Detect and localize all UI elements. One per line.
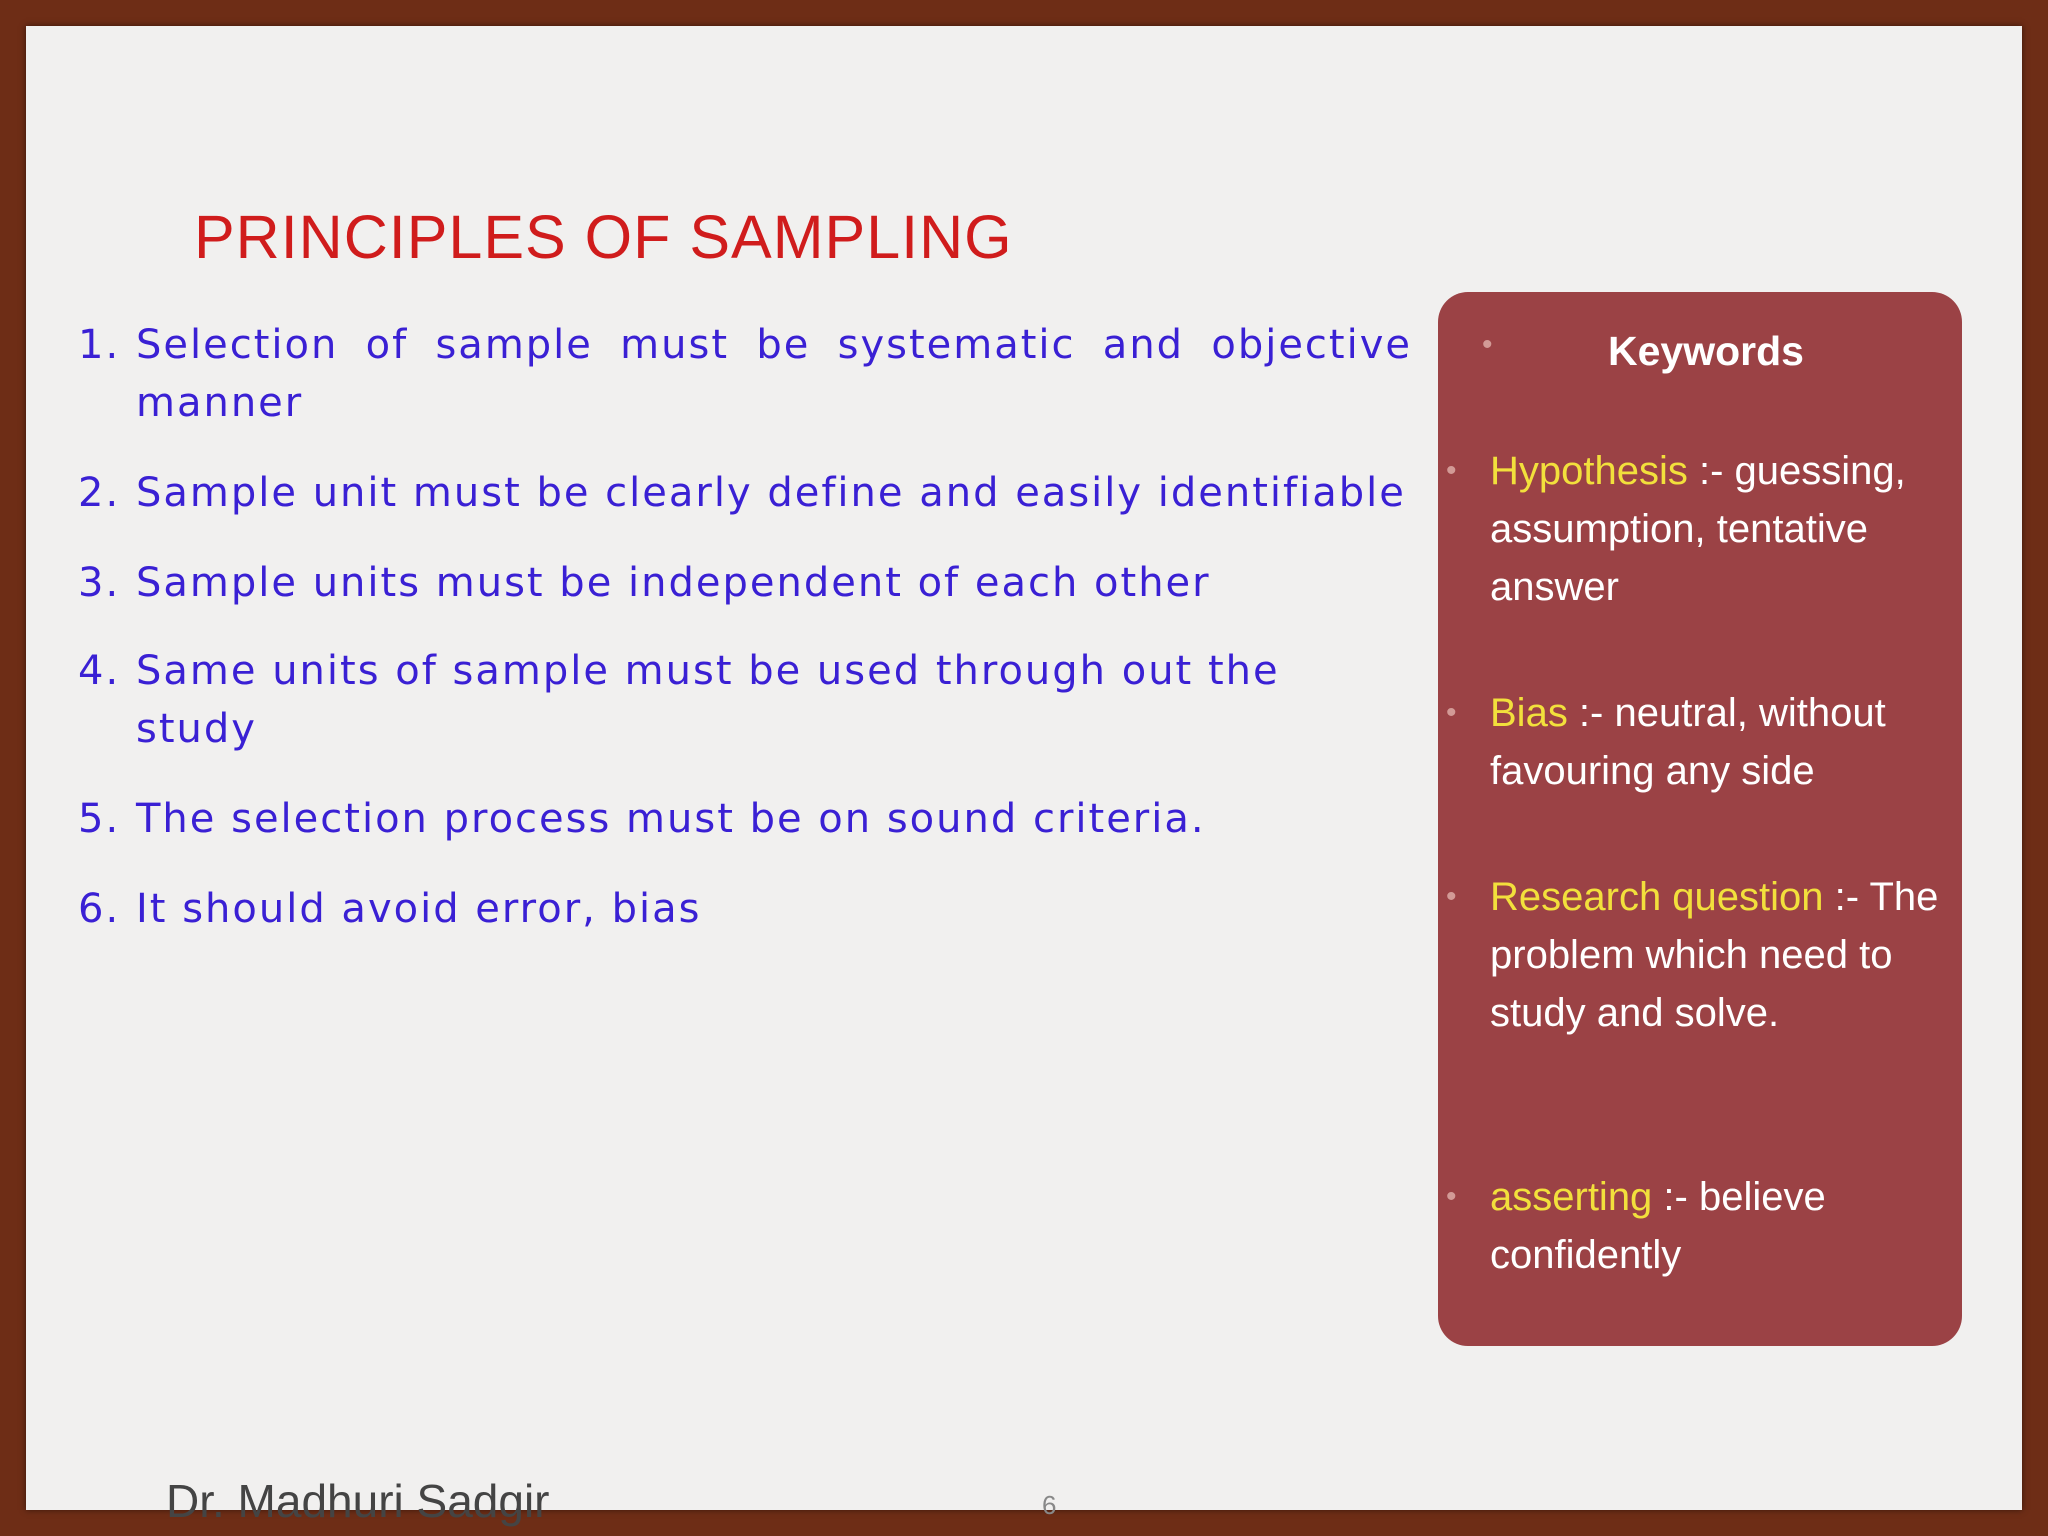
list-item [78, 316, 1412, 432]
keyword-body [1490, 1168, 1958, 1284]
list-item [78, 464, 1412, 522]
list-item-number: 2. [78, 470, 121, 516]
author-name: Dr. Madhuri Sadgir [166, 1475, 550, 1527]
list-item-number: 3. [78, 560, 121, 606]
list-item-text: Selection of sample must be systematic and objective manner [136, 322, 1412, 426]
bullet-icon: • [1446, 880, 1457, 913]
bullet-icon: • [1482, 328, 1493, 361]
list-item-number: 6. [78, 886, 121, 932]
list-item-number: 5. [78, 796, 121, 842]
list-item-text: The selection process must be on sound criteria. [136, 796, 1206, 842]
keywords-heading [1438, 328, 1962, 378]
bullet-icon: • [1446, 454, 1457, 487]
keyword-definition: :- The problem which need to study and solve. [1490, 875, 1939, 1035]
keyword-term: asserting [1490, 1175, 1653, 1219]
list-item [78, 790, 1412, 848]
list-item [78, 554, 1412, 612]
keyword-term: Research question [1490, 875, 1824, 919]
list-item-text: Sample unit must be clearly define and easily identifiable [136, 470, 1406, 516]
list-item [78, 880, 1412, 938]
page-number: 6 [1042, 1490, 1057, 1520]
slide-title: PRINCIPLES OF SAMPLING [194, 203, 1013, 271]
keywords-heading-text: Keywords [1608, 328, 1804, 374]
bullet-icon: • [1446, 1180, 1457, 1213]
principles-list [78, 316, 1412, 970]
keyword-term: Hypothesis [1490, 449, 1688, 493]
keyword-body [1490, 868, 1958, 1042]
list-item-text: Same units of sample must be used through out the study [136, 648, 1280, 752]
keyword-definition: :- neutral, without favouring any side [1490, 691, 1886, 793]
list-item-text: It should avoid error, bias [136, 886, 702, 932]
bullet-icon: • [1446, 696, 1457, 729]
list-item-text: Sample units must be independent of each other [136, 560, 1211, 606]
keyword-definition: :- guessing, assumption, tentative answer [1490, 449, 1906, 609]
list-item [78, 642, 1412, 758]
slide [26, 26, 2022, 1527]
keyword-term: Bias [1490, 691, 1568, 735]
list-item-number: 4. [78, 648, 121, 694]
keyword-definition: :- believe confidently [1490, 1175, 1826, 1277]
keyword-body [1490, 442, 1958, 616]
keywords-panel [1438, 292, 1962, 1346]
keyword-body [1490, 684, 1958, 800]
list-item-number: 1. [78, 322, 121, 368]
